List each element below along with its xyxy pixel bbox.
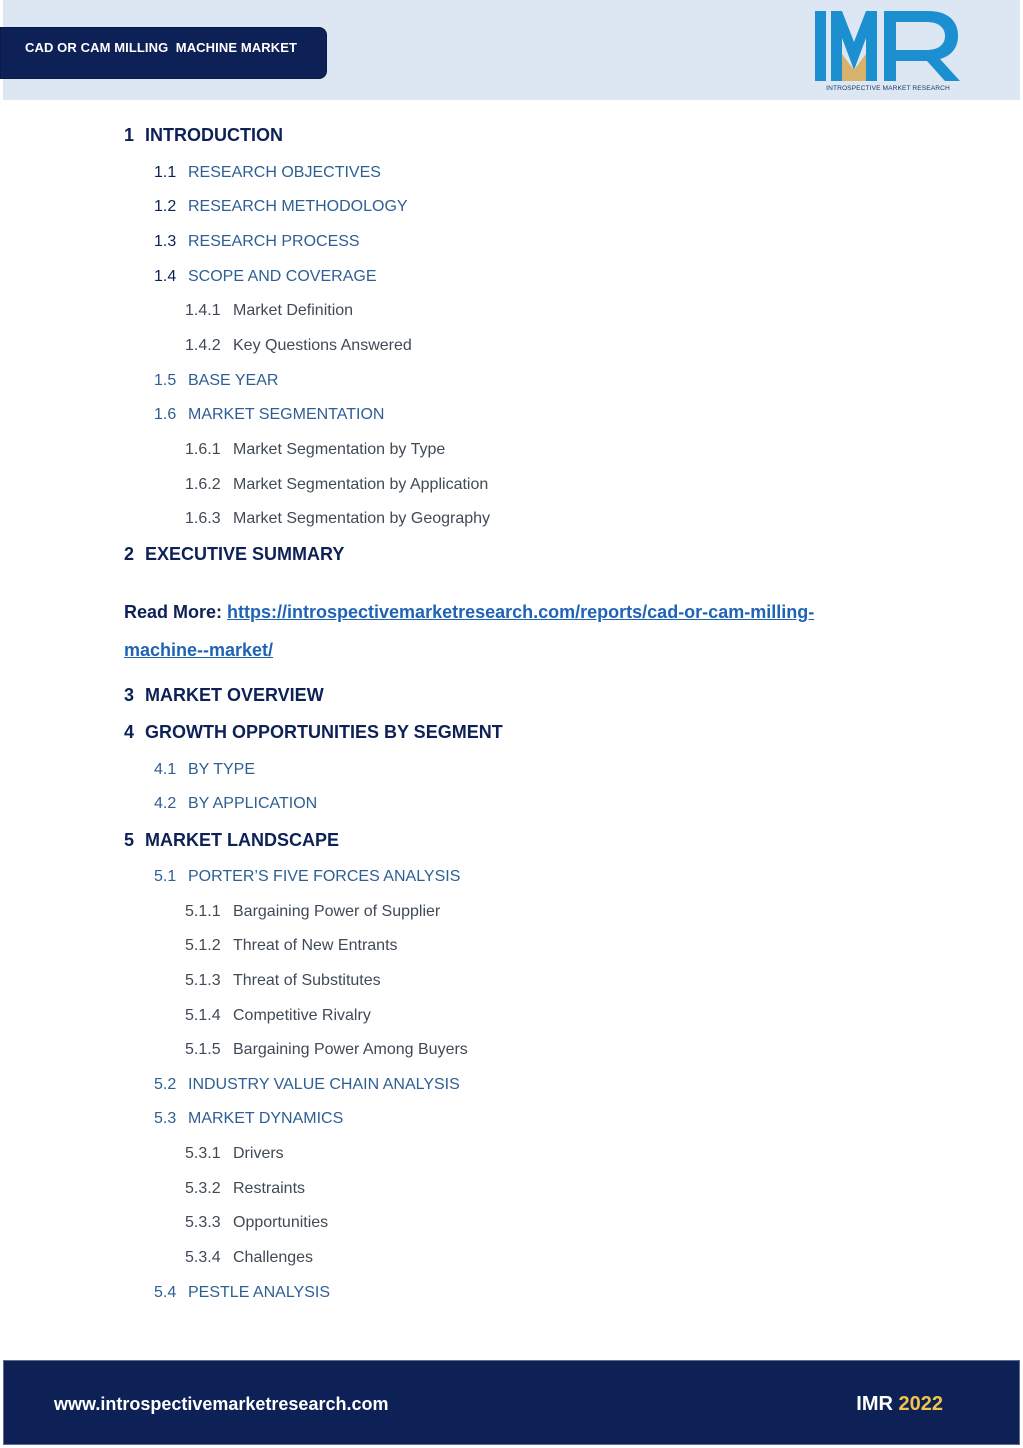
toc-label: Opportunities	[233, 1214, 329, 1231]
toc-number: 5.3.3	[185, 1214, 221, 1231]
toc-item[interactable]	[124, 125, 283, 146]
read-more-label: Read More:	[124, 602, 228, 622]
toc-number: 5.1.1	[185, 903, 221, 920]
toc-number: 4.2	[154, 795, 177, 812]
toc-item[interactable]	[185, 337, 412, 355]
toc-label: Bargaining Power of Supplier	[233, 903, 441, 920]
toc-number: 5.1.5	[185, 1041, 221, 1058]
toc-number: 5.1.3	[185, 972, 221, 989]
toc-number: 4.1	[154, 761, 177, 778]
toc-label: Market Segmentation by Application	[233, 476, 489, 493]
read-more-link[interactable]: https://introspectivemarketresearch.com/reports/cad-or-cam-milling-machine--market/	[124, 602, 815, 660]
toc-item[interactable]	[185, 441, 445, 459]
toc-number: 1.5	[154, 372, 177, 389]
toc-item[interactable]	[154, 164, 381, 182]
toc-item[interactable]	[185, 1214, 328, 1232]
toc-item[interactable]	[154, 198, 408, 216]
footer-website[interactable]: www.introspectivemarketresearch.com	[54, 1394, 389, 1414]
toc-item[interactable]	[185, 1180, 305, 1198]
toc-item[interactable]	[154, 761, 255, 779]
toc-number: 5.4	[154, 1284, 177, 1301]
toc-label: Threat of Substitutes	[233, 972, 381, 989]
toc-number: 5.3.4	[185, 1249, 221, 1266]
toc-number: 5.3.2	[185, 1180, 221, 1197]
toc-number: 1.6.1	[185, 441, 221, 458]
toc-item[interactable]	[185, 510, 490, 528]
toc-label: EXECUTIVE SUMMARY	[145, 544, 345, 564]
toc-number: 1.4.1	[185, 302, 221, 319]
toc-label: Bargaining Power Among Buyers	[233, 1041, 468, 1058]
toc-item[interactable]	[124, 830, 339, 851]
toc-label: Drivers	[233, 1145, 284, 1162]
toc-label: MARKET LANDSCAPE	[145, 830, 340, 850]
toc-item[interactable]	[154, 1110, 343, 1128]
toc-item[interactable]	[154, 1284, 330, 1302]
toc-item[interactable]	[154, 233, 360, 251]
toc-item[interactable]	[154, 1076, 460, 1094]
toc-label: SCOPE AND COVERAGE	[188, 268, 377, 285]
footer-brand-name: IMR	[856, 1393, 893, 1415]
toc-item[interactable]	[185, 1041, 468, 1059]
toc-label: GROWTH OPPORTUNITIES BY SEGMENT	[145, 722, 503, 742]
toc-number: 5.2	[154, 1076, 177, 1093]
toc-label: Threat of New Entrants	[233, 937, 398, 954]
toc-label: INTRODUCTION	[145, 125, 283, 145]
toc-number: 1	[124, 125, 135, 145]
toc-number: 1.3	[154, 233, 177, 250]
toc-number: 5.3	[154, 1110, 177, 1127]
imr-logo-mark	[812, 8, 964, 86]
toc-label: BASE YEAR	[188, 372, 279, 389]
toc-label: MARKET OVERVIEW	[145, 685, 324, 705]
toc-item[interactable]	[185, 937, 398, 955]
toc-item[interactable]	[185, 1249, 313, 1267]
toc-number: 4	[124, 722, 135, 742]
toc-number: 5.1.2	[185, 937, 221, 954]
toc-item[interactable]	[124, 544, 344, 565]
read-more	[124, 593, 884, 669]
toc-label: Market Segmentation by Geography	[233, 510, 491, 527]
toc-number: 1.4.2	[185, 337, 221, 354]
toc-label: INDUSTRY VALUE CHAIN ANALYSIS	[188, 1076, 460, 1093]
toc-number: 1.6.2	[185, 476, 221, 493]
toc-label: MARKET DYNAMICS	[188, 1110, 344, 1127]
report-title-banner	[0, 27, 327, 79]
toc-label: Challenges	[233, 1249, 314, 1266]
toc-number: 5.1.4	[185, 1007, 221, 1024]
toc-number: 1.2	[154, 198, 177, 215]
toc-item[interactable]	[185, 476, 488, 494]
toc-label: Market Segmentation by Type	[233, 441, 446, 458]
logo-tagline: INTROSPECTIVE MARKET RESEARCH	[826, 85, 950, 92]
toc-number: 2	[124, 544, 135, 564]
toc-item[interactable]	[154, 795, 317, 813]
toc-number: 5	[124, 830, 135, 850]
toc-item[interactable]	[154, 372, 278, 390]
toc-number: 1.6.3	[185, 510, 221, 527]
toc-label: Market Definition	[233, 302, 354, 319]
toc-label: Restraints	[233, 1180, 306, 1197]
toc-label: RESEARCH PROCESS	[188, 233, 360, 250]
toc-label: RESEARCH METHODOLOGY	[188, 198, 408, 215]
toc-label: RESEARCH OBJECTIVES	[188, 164, 381, 181]
footer-brand	[856, 1393, 943, 1416]
toc-label: Key Questions Answered	[233, 337, 412, 354]
toc-label: BY APPLICATION	[188, 795, 318, 812]
toc-number: 1.6	[154, 406, 177, 423]
toc-item[interactable]	[185, 903, 440, 921]
toc-label: BY TYPE	[188, 761, 255, 778]
toc-item[interactable]	[185, 972, 381, 990]
footer-year: 2022	[898, 1393, 943, 1415]
toc-label: Competitive Rivalry	[233, 1007, 371, 1024]
toc-number: 5.1	[154, 868, 177, 885]
toc-item[interactable]	[124, 685, 324, 706]
toc-item[interactable]	[154, 406, 384, 424]
toc-number: 3	[124, 685, 135, 705]
toc-item[interactable]	[185, 302, 353, 320]
toc-label: PORTER’S FIVE FORCES ANALYSIS	[188, 868, 461, 885]
toc-item[interactable]	[185, 1145, 284, 1163]
toc-number: 1.4	[154, 268, 177, 285]
toc-item[interactable]	[185, 1007, 371, 1025]
toc-item[interactable]	[124, 722, 503, 743]
report-title: CAD OR CAM MILLING MACHINE MARKET	[25, 40, 298, 55]
toc-item[interactable]	[154, 268, 377, 286]
imr-logo	[812, 8, 964, 96]
toc-label: PESTLE ANALYSIS	[188, 1284, 330, 1301]
toc-number: 5.3.1	[185, 1145, 221, 1162]
toc-item[interactable]	[154, 868, 460, 886]
toc-label: MARKET SEGMENTATION	[188, 406, 385, 423]
footer-bar	[3, 1360, 1020, 1445]
toc-number: 1.1	[154, 164, 177, 181]
